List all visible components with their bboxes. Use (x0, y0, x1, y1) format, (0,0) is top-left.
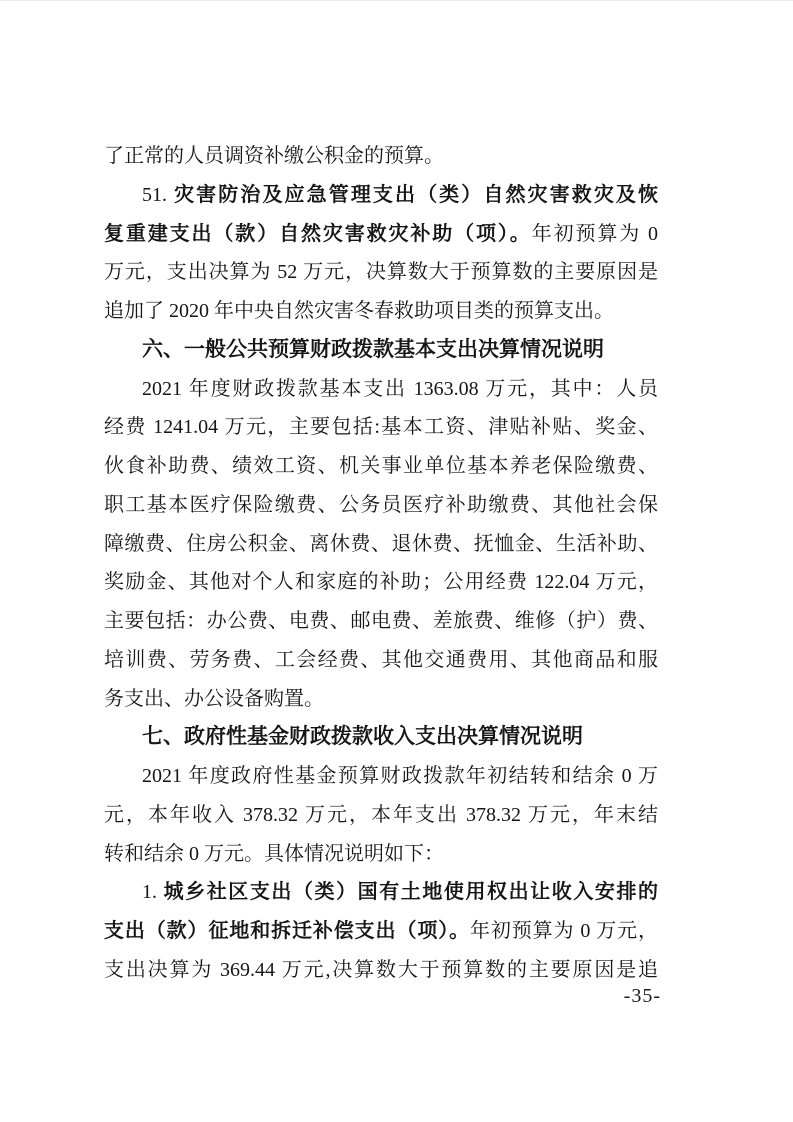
paragraph-line (104, 835, 658, 874)
list-number: 1. (142, 881, 164, 904)
paragraph-line (104, 757, 658, 796)
heading-text: 七、政府性基金财政拨款收入支出决算情况说明 (142, 725, 583, 749)
body-text-run: 年初预算为 0 万元， (470, 920, 658, 942)
body-text-run: 年初预算为 0 (531, 222, 658, 245)
paragraph-line (104, 873, 658, 912)
body-text-run: 万元，支出决算为 52 万元，决算数大于预算数的主要原因是 (104, 261, 658, 284)
paragraph-line (104, 796, 658, 835)
body-text-run: 经费 1241.04 万元，主要包括:基本工资、津贴补贴、奖金、 (104, 416, 658, 439)
body-text-run: 职工基本医疗保险缴费、公务员医疗补助缴费、其他社会保 (104, 493, 658, 516)
body-text-run: 2021 年度政府性基金预算财政拨款年初结转和结余 0 万 (142, 765, 658, 787)
bold-text-run: 支出（款）征地和拆迁补偿支出（项）。 (104, 920, 470, 942)
page-number: -35- (623, 985, 661, 1007)
bold-text-run: 城乡社区支出（类）国有土地使用权出让收入安排的 (163, 881, 658, 904)
paragraph-line (104, 408, 658, 447)
paragraph-line (104, 680, 658, 719)
paragraph-line (104, 215, 658, 254)
bold-text-run: 灾害防治及应急管理支出（类）自然灾害救灾及恢 (174, 183, 658, 206)
paragraph-line (104, 447, 658, 486)
bold-text-run: 复重建支出（款）自然灾害救灾补助（项）。 (104, 222, 532, 245)
page-body (104, 137, 658, 990)
body-text-run: 支出决算为 369.44 万元,决算数大于预算数的主要原因是追 (104, 958, 658, 981)
body-text-run: 伙食补助费、绩效工资、机关事业单位基本养老保险缴费、 (104, 455, 658, 477)
paragraph-line (104, 951, 658, 990)
body-text-run: 培训费、劳务费、工会经费、其他交通费用、其他商品和服 (104, 648, 658, 671)
paragraph-line (104, 137, 658, 176)
paragraph-line (104, 253, 658, 292)
paragraph-line (104, 641, 658, 680)
paragraph-line (104, 525, 658, 564)
body-text-run: 奖励金、其他对个人和家庭的补助；公用经费 122.04 万元， (104, 571, 658, 594)
body-text-run: 追加了 2020 年中央自然灾害冬春救助项目类的预算支出。 (104, 300, 614, 322)
paragraph-line (104, 563, 658, 602)
paragraph-line (104, 292, 658, 331)
section-heading-6 (104, 331, 658, 370)
paragraph-line (104, 176, 658, 215)
paragraph-line (104, 486, 658, 525)
paragraph-line (104, 912, 658, 951)
paragraph-line (104, 602, 658, 641)
body-text-run: 主要包括：办公费、电费、邮电费、差旅费、维修（护）费、 (104, 610, 658, 632)
section-heading-7 (104, 718, 658, 757)
list-number: 51. (142, 183, 175, 206)
heading-text: 六、一般公共预算财政拨款基本支出决算情况说明 (142, 337, 604, 361)
body-text-run: 2021 年度财政拨款基本支出 1363.08 万元，其中：人员 (142, 377, 658, 400)
body-text-run: 转和结余 0 万元。具体情况说明如下： (104, 842, 444, 865)
body-text-run: 元，本年收入 378.32 万元，本年支出 378.32 万元，年末结 (104, 803, 658, 826)
body-text-run: 了正常的人员调资补缴公积金的预算。 (104, 145, 444, 167)
body-text-run: 务支出、办公设备购置。 (104, 687, 324, 710)
body-text-run: 障缴费、住房公积金、离休费、退休费、抚恤金、生活补助、 (104, 532, 658, 555)
paragraph-line (104, 370, 658, 409)
